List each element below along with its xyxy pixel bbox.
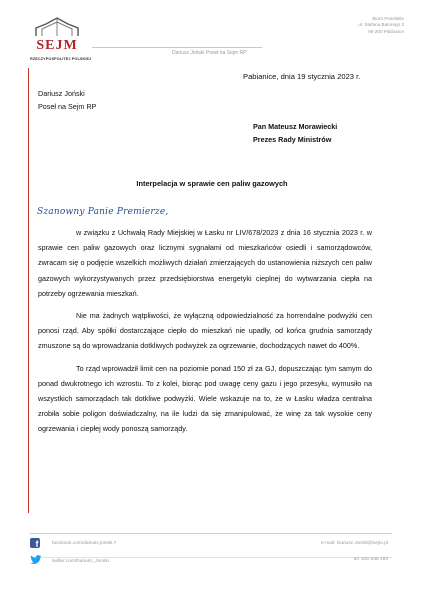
header-caption: Dariusz Joński Poseł na Sejm RP — [172, 50, 247, 56]
logo-subtitle: RZECZYPOSPOLITEJ POLSKIEJ — [30, 57, 92, 61]
office-line: 95-200 Pabianice — [368, 28, 404, 34]
sender-title: Poseł na Sejm RP — [38, 101, 97, 111]
sejm-eagle-icon — [32, 14, 82, 38]
recipient-title: Prezes Rady Ministrów — [253, 134, 332, 144]
recipient-name: Pan Mateusz Morawiecki — [253, 122, 338, 131]
letter-subject: Interpelacja w sprawie cen paliw gazowych — [136, 179, 288, 188]
body-paragraph: Nie ma żadnych wątpliwości, że wyłączną odpowiedzialność za horrendalne podwyżki cen ponosi rząd. Aby spółki dostarczające ciepło do mieszkań nie upadły, od końca grudnia samorządy zmuszone są do wprowadzania dotkliwych podwyżek za ogrzewanie, dochodzących nawet do 400%. — [38, 311, 372, 351]
header-divider — [92, 47, 262, 48]
footer-divider — [30, 533, 392, 534]
sender-block — [38, 88, 96, 113]
office-line: Biuro Poselskie — [372, 16, 404, 21]
body-paragraph: w związku z Uchwałą Rady Miejskiej w Łasku nr LIV/678/2023 z dnia 16 stycznia 2023 r. w sprawie cen paliw gazowych oraz licznymi sygnałami od mieszkańców osiedli i samorządowców, zwracam się o podjęcie wszelkich możliwych działań zmierzających do ustanowienia niższych cen paliw gazowych wykorzystywanych przez przedsiębiorstwa energetyki cieplnej do wytwarzania ciepła na potrzeby ogrzewania mieszkań. — [38, 228, 372, 298]
logo-word: SEJM — [36, 38, 78, 53]
margin-accent-bar — [28, 68, 29, 513]
body-paragraph: To rząd wprowadził limit cen na poziomie ponad 150 zł za GJ, dopuszczając tym samym do ponad dwukrotnego ich wzrostu. To z kolei, biorąc pod uwagę ceny gazu i jego przesyłu, wymusiło na wszystkich samorządach tak dotkliwe podwyżki. Wiele wskazuje na to, że w Łasku władza centralna zrobiła sobie poligon doświadczalny, na ile ludzi da się zmanipulować, że winę za tak wysokie ceny ogrzewania i ciepłej wody ponoszą samorządy. — [38, 363, 372, 434]
sejm-logo — [30, 14, 92, 61]
office-address — [358, 16, 404, 35]
letter-body — [38, 225, 372, 444]
twitter-link[interactable]: twitter.com/Dariusz_Jonski — [52, 559, 109, 564]
footer-divider — [30, 557, 392, 558]
facebook-icon: f — [30, 538, 40, 548]
email-address[interactable]: e-mail: Dariusz.Jonski@sejm.pl — [321, 541, 388, 546]
salutation: Szanowny Panie Premierze, — [37, 207, 169, 217]
facebook-link[interactable]: facebook.com/dariusz.jonski.7 — [52, 541, 117, 546]
phone-number: tel. 531 536 183 — [353, 557, 388, 562]
sender-name: Dariusz Joński — [38, 89, 85, 98]
office-line: ul. Stefana Batorego 2 — [358, 22, 404, 28]
place-date: Pabianice, dnia 19 stycznia 2023 r. — [243, 72, 361, 81]
twitter-icon — [30, 555, 42, 565]
recipient-block — [253, 121, 337, 146]
